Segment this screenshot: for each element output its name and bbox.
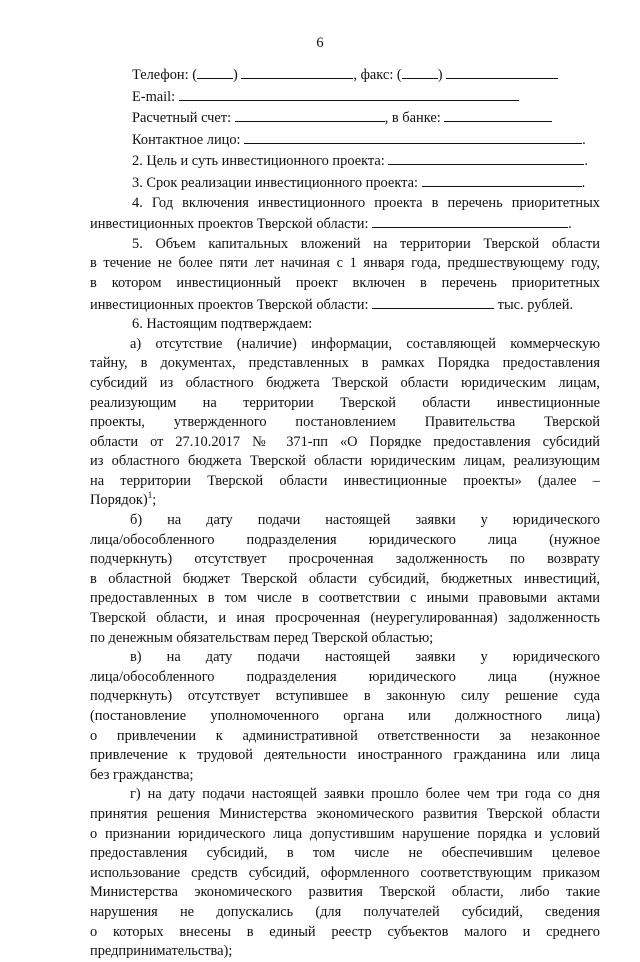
item-5-line-3: в котором инвестиционный проект включен в перечень приоритетных — [90, 274, 600, 291]
item-5-unit: тыс. рублей. — [497, 296, 574, 313]
item-2 — [90, 150, 600, 172]
paragraph-v-line: лица/обособленного подразделения юридического лица (нужное — [90, 668, 600, 685]
item-4-line-2 — [90, 213, 600, 235]
item-3-blank — [422, 172, 582, 187]
paragraph-v-line: о привлечении к административной ответственности за незаконное — [90, 727, 600, 744]
paragraph-b — [90, 511, 600, 648]
period: . — [582, 131, 586, 148]
paragraph-b-line: по денежным обязательствам перед Тверской областью; — [90, 629, 434, 646]
footnote-ref: 1 — [147, 490, 153, 501]
item-5-line-2: в течение не более пяти лет начиная с 1 января года, предшествующему году, — [90, 255, 600, 272]
paragraph-a — [90, 335, 600, 511]
item-4-blank — [372, 213, 568, 228]
semicolon: ; — [152, 492, 157, 509]
item-2-blank — [388, 150, 584, 165]
paragraph-a-line: из областного бюджета Тверской области юридическим лицам, реализующим — [90, 453, 600, 470]
item-3 — [90, 172, 600, 194]
bank-label: , в банке: — [384, 110, 441, 127]
paragraph-g-line: принятия решения Министерства экономического развития Тверской области — [90, 805, 600, 822]
paragraph-b-line: б) на дату подачи настоящей заявки у юридического — [130, 512, 600, 529]
period: . — [568, 216, 572, 233]
paragraph-g — [90, 785, 600, 961]
paragraph-a-line: области от 27.10.2017 № 371-пп «О Порядке предоставления субсидий — [90, 433, 600, 450]
paragraph-b-line: в областной бюджет Тверской области субсидий, бюджетных инвестиций, — [90, 570, 600, 587]
paragraph-b-line: Тверской области, и иная просроченная (неурегулированная) задолженность — [90, 610, 600, 627]
account-blank — [235, 107, 385, 122]
paragraph-a-line: а) отсутствие (наличие) информации, составляющей коммерческую — [130, 335, 600, 352]
paragraph-b-line: подчеркнуть) отсутствует просроченная задолженность по возврату — [90, 551, 600, 568]
paragraph-g-line: использование средств субсидий, оформленного соответствующим приказом — [90, 864, 600, 881]
paragraph-b-line: предоставленных в том числе в соответствии с иными правовыми актами — [90, 590, 600, 607]
item-5-line-4 — [90, 294, 600, 316]
contact-person-line — [90, 129, 600, 151]
email-blank — [179, 86, 519, 101]
paragraph-a-line: на территории Тверской области инвестиционные проекты» (далее – — [90, 472, 600, 489]
item-5-blank — [372, 294, 494, 309]
paragraph-v-line: без гражданства; — [90, 766, 194, 783]
fax-number-blank — [446, 64, 558, 79]
contact-blank — [244, 129, 582, 144]
item-5-line-1: 5. Объем капитальных вложений на территории Тверской области — [132, 235, 600, 252]
paragraph-g-line: предоставления субсидий, в том числе не обеспечившим целевое — [90, 845, 600, 862]
email-line — [90, 86, 600, 108]
paragraph-a-line: субсидий из областного бюджета Тверской области юридическим лицам, — [90, 374, 600, 391]
account-label: Расчетный счет: — [132, 110, 232, 127]
item-3-label: 3. Срок реализации инвестиционного проекта: — [132, 174, 418, 191]
phone-fax-line — [90, 64, 600, 86]
paragraph-a-last: Порядок) — [90, 492, 148, 509]
paragraph-v — [90, 648, 600, 785]
paragraph-g-line: г) на дату подачи настоящей заявки прошло более чем три года со дня — [130, 786, 600, 803]
paragraph-g-line: Министерства экономического развития Тверской области, либо такие — [90, 884, 600, 901]
phone-number-blank — [241, 64, 353, 79]
fax-label: , факс: ( — [353, 67, 402, 83]
document-content — [90, 64, 600, 962]
bank-blank — [444, 107, 552, 122]
paragraph-v-line: подчеркнуть) отсутствует вступившее в законную силу решение суда — [90, 688, 600, 705]
contact-label: Контактное лицо: — [132, 131, 241, 148]
phone-code-blank — [197, 64, 233, 79]
phone-label: Телефон: ( — [132, 67, 197, 83]
paragraph-g-line: о признании юридического лица допустившим нарушение порядка и условий — [90, 825, 600, 842]
paragraph-a-line: реализующим на территории Тверской области инвестиционные — [90, 394, 600, 411]
paragraph-a-line: тайну, в документах, представленных в рамках Порядка предоставления — [90, 355, 600, 372]
paragraph-v-line: в) на дату подачи настоящей заявки у юридического — [130, 649, 600, 666]
paragraph-a-line — [90, 491, 600, 511]
paragraph-g-line: предпринимательства); — [90, 943, 233, 960]
paragraph-g-line: о которых внесены в единый реестр субъектов малого и среднего — [90, 923, 600, 940]
item-4-label: инвестиционных проектов Тверской области: — [90, 216, 369, 233]
paragraph-v-line: привлечение к трудовой деятельности иностранного гражданина или лица — [90, 747, 600, 764]
page-number: 6 — [316, 35, 324, 51]
paragraph-b-line: лица/обособленного подразделения юридического лица (нужное — [90, 531, 600, 548]
period: . — [581, 174, 586, 191]
email-label: E-mail: — [132, 88, 176, 105]
paragraph-v-line: (постановление уполномоченного органа или должностного лица) — [90, 708, 600, 724]
period: . — [584, 153, 588, 170]
item-2-label: 2. Цель и суть инвестиционного проекта: — [132, 153, 385, 170]
paragraph-g-line: нарушения не допускались (для получателей субсидий, сведения — [90, 903, 600, 920]
account-line — [90, 107, 600, 129]
item-4-line-1: 4. Год включения инвестиционного проекта в перечень приоритетных — [132, 194, 600, 211]
paragraph-a-line: проекты, утвержденного постановлением Правительства Тверской — [90, 414, 600, 431]
paren: ) — [232, 67, 238, 83]
fax-code-blank — [402, 64, 438, 79]
item-6: 6. Настоящим подтверждаем: — [132, 316, 313, 333]
item-5-label: инвестиционных проектов Тверской области: — [90, 296, 369, 313]
paren: ) — [437, 67, 443, 83]
